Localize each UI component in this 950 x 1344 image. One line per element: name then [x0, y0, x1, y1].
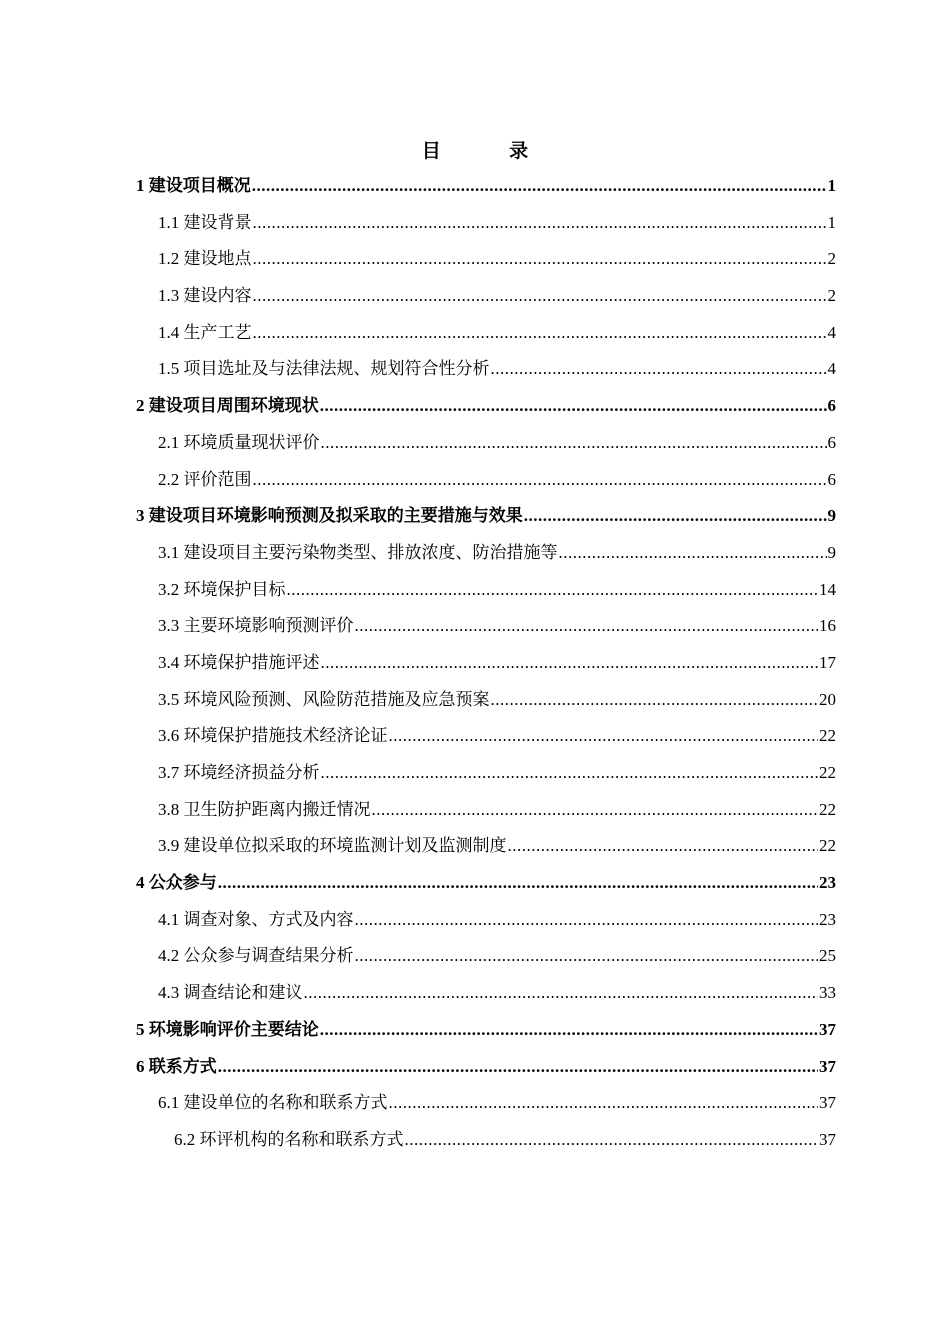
toc-entry-text: [158, 828, 507, 865]
toc-dot-leader: [559, 535, 827, 572]
toc-entry-label: 环境保护措施评述: [183, 652, 320, 672]
toc-entry-text: [158, 902, 354, 939]
toc-entry-3-9[interactable]: [136, 828, 836, 865]
toc-entry-3-7[interactable]: [136, 755, 836, 792]
toc-page-number: 23: [819, 873, 836, 893]
toc-entry-text: [158, 241, 252, 278]
toc-entry-text: [136, 498, 523, 535]
toc-entry-label: 环境质量现状评价: [183, 432, 320, 452]
toc-entry-text: [158, 351, 490, 388]
toc-page-number: 2: [827, 286, 836, 306]
toc-entry-5[interactable]: [136, 1012, 836, 1049]
toc-entry-label: 建设背景: [183, 212, 252, 232]
toc-entry-number: 4: [136, 873, 145, 893]
toc-page-number: 22: [819, 836, 836, 856]
toc-dot-leader: [320, 1012, 818, 1049]
toc-entry-number: 3.8: [158, 799, 180, 819]
toc-entry-3-4[interactable]: [136, 645, 836, 682]
toc-entry-label: 建设单位拟采取的环境监测计划及监测制度: [183, 836, 507, 856]
toc-entry-label: 建设地点: [183, 249, 252, 269]
toc-entry-number: 6.2: [174, 1129, 196, 1149]
toc-entry-1-1[interactable]: [136, 205, 836, 242]
toc-page-number: 6: [827, 432, 836, 452]
toc-entry-2-2[interactable]: [136, 462, 836, 499]
toc-entry-number: 1.5: [158, 359, 180, 379]
toc-page-number: 9: [827, 542, 836, 562]
toc-entry-3-1[interactable]: [136, 535, 836, 572]
toc-dot-leader: [491, 682, 819, 719]
toc-entry-3-3[interactable]: [136, 608, 836, 645]
toc-page-number: 37: [819, 1056, 836, 1076]
toc-entry-1-4[interactable]: [136, 315, 836, 352]
toc-entry-number: 3.4: [158, 652, 180, 672]
toc-entry-text: [136, 388, 319, 425]
toc-entry-number: 1.4: [158, 322, 180, 342]
toc-entry-text: [158, 535, 558, 572]
toc-page-number: 20: [819, 689, 836, 709]
toc-dot-leader: [355, 902, 819, 939]
toc-entry-label: 建设项目环境影响预测及拟采取的主要措施与效果: [148, 506, 523, 526]
toc-page-number: 17: [819, 652, 836, 672]
toc-entry-4[interactable]: [136, 865, 836, 902]
toc-dot-leader: [524, 498, 827, 535]
toc-entry-label: 调查结论和建议: [183, 983, 303, 1003]
toc-entry-text: [158, 718, 388, 755]
toc-dot-leader: [304, 975, 819, 1012]
toc-title: 目 录: [421, 141, 553, 162]
toc-entry-number: 1: [136, 176, 145, 195]
toc-entry-number: 2.1: [158, 432, 180, 452]
toc-entry-number: 6: [136, 1056, 145, 1076]
toc-entry-6-1[interactable]: [136, 1085, 836, 1122]
toc-entry-3-2[interactable]: [136, 572, 836, 609]
toc-page-number: 22: [819, 763, 836, 782]
toc-page-number: 23: [819, 909, 836, 929]
toc-entry-text: [136, 168, 251, 205]
toc-page-number: 14: [819, 579, 836, 599]
toc-entry-label: 建设项目周围环境现状: [148, 396, 319, 416]
toc-entry-text: [158, 462, 252, 499]
toc-entry-3-6[interactable]: [136, 718, 836, 755]
toc-entry-number: 4.1: [158, 909, 180, 929]
toc-entry-label: 建设项目概况: [148, 176, 251, 195]
toc-dot-leader: [372, 792, 819, 829]
toc-entry-1[interactable]: [136, 168, 836, 205]
toc-page-number: 2: [827, 249, 836, 269]
toc-entry-number: 1.3: [158, 286, 180, 306]
toc-entry-4-3[interactable]: [136, 975, 836, 1012]
toc-dot-leader: [355, 608, 819, 645]
toc-dot-leader: [321, 425, 827, 462]
toc-entry-label: 建设单位的名称和联系方式: [183, 1093, 388, 1113]
toc-dot-leader: [508, 828, 819, 865]
toc-entry-label: 主要环境影响预测评价: [183, 616, 354, 636]
toc-dot-leader: [218, 1049, 818, 1086]
toc-entry-label: 联系方式: [148, 1056, 217, 1076]
toc-entry-text: [136, 1012, 319, 1049]
toc-entry-number: 1.2: [158, 249, 180, 269]
toc-entry-number: 2: [136, 396, 145, 416]
toc-entry-number: 1.1: [158, 212, 180, 232]
toc-entry-text: [158, 205, 252, 242]
toc-dot-leader: [405, 1122, 819, 1159]
toc-entry-label: 生产工艺: [183, 322, 252, 342]
toc-entry-2-1[interactable]: [136, 425, 836, 462]
toc-entry-3-5[interactable]: [136, 682, 836, 719]
toc-dot-leader: [491, 351, 827, 388]
toc-entry-text: [158, 645, 320, 682]
toc-entry-label: 项目选址及与法律法规、规划符合性分析: [183, 359, 490, 379]
toc-entry-number: 3.7: [158, 763, 180, 782]
toc-entry-number: 6.1: [158, 1093, 180, 1113]
toc-entry-number: 3.2: [158, 579, 180, 599]
toc-dot-leader: [321, 755, 819, 792]
toc-entry-label: 环境保护措施技术经济论证: [183, 726, 388, 746]
toc-dot-leader: [253, 462, 827, 499]
toc-entry-text: [158, 682, 490, 719]
toc-entry-6-2[interactable]: [136, 1122, 836, 1159]
toc-entry-text: [158, 278, 252, 315]
toc-entry-2[interactable]: [136, 388, 836, 425]
toc-dot-leader: [355, 938, 819, 975]
toc-entry-4-2[interactable]: [136, 938, 836, 975]
toc-entry-label: 环评机构的名称和联系方式: [199, 1129, 404, 1149]
toc-page-number: 37: [819, 1129, 836, 1149]
toc-entry-label: 环境经济损益分析: [183, 763, 320, 782]
toc-entry-3-8[interactable]: [136, 792, 836, 829]
toc-dot-leader: [389, 1085, 819, 1122]
toc-dot-leader: [321, 645, 819, 682]
toc-page-number: 6: [827, 396, 836, 416]
toc-entry-text: [158, 572, 286, 609]
toc-entry-label: 建设内容: [183, 286, 252, 306]
toc-entry-number: 3.9: [158, 836, 180, 856]
toc-page-number: 22: [819, 726, 836, 746]
toc-entry-4-1[interactable]: [136, 902, 836, 939]
toc-dot-leader: [253, 278, 827, 315]
table-of-contents: [136, 168, 836, 1159]
toc-entry-label: 评价范围: [183, 469, 252, 489]
toc-entry-number: 4.2: [158, 946, 180, 966]
toc-entry-text: [158, 792, 371, 829]
toc-entry-6[interactable]: [136, 1049, 836, 1086]
toc-entry-label: 调查对象、方式及内容: [183, 909, 354, 929]
toc-entry-number: 4.3: [158, 983, 180, 1003]
toc-entry-number: 3.1: [158, 542, 180, 562]
toc-page-number: 1: [827, 176, 836, 195]
toc-entry-text: [136, 1049, 217, 1086]
toc-entry-label: 环境风险预测、风险防范措施及应急预案: [183, 689, 490, 709]
toc-entry-text: [136, 865, 217, 902]
toc-entry-1-3[interactable]: [136, 278, 836, 315]
toc-entry-number: 3.5: [158, 689, 180, 709]
toc-page-number: 9: [827, 506, 836, 526]
toc-page-number: 25: [819, 946, 836, 966]
toc-entry-number: 3.6: [158, 726, 180, 746]
toc-page-number: 22: [819, 799, 836, 819]
toc-entry-number: 3: [136, 506, 145, 526]
toc-entry-label: 公众参与调查结果分析: [183, 946, 354, 966]
toc-dot-leader: [389, 718, 819, 755]
toc-page-number: 37: [819, 1093, 836, 1113]
toc-dot-leader: [252, 168, 827, 205]
toc-entry-text: [158, 975, 303, 1012]
toc-entry-number: 5: [136, 1019, 145, 1039]
toc-dot-leader: [320, 388, 827, 425]
toc-entry-3[interactable]: [136, 498, 836, 535]
toc-dot-leader: [218, 865, 818, 902]
toc-dot-leader: [253, 205, 827, 242]
toc-entry-number: 3.3: [158, 616, 180, 636]
toc-entry-text: [158, 608, 354, 645]
toc-entry-text: [158, 425, 320, 462]
toc-entry-label: 公众参与: [148, 873, 217, 893]
toc-entry-label: 环境影响评价主要结论: [148, 1019, 319, 1039]
toc-page-number: 4: [827, 322, 836, 342]
toc-page-number: 6: [827, 469, 836, 489]
toc-entry-text: [158, 938, 354, 975]
toc-entry-text: [174, 1122, 404, 1159]
toc-dot-leader: [287, 572, 819, 609]
toc-page-number: 1: [827, 212, 836, 232]
toc-page-number: 33: [819, 983, 836, 1003]
toc-entry-number: 2.2: [158, 469, 180, 489]
toc-page-number: 16: [819, 616, 836, 636]
toc-dot-leader: [253, 241, 827, 278]
toc-page-number: 4: [827, 359, 836, 379]
toc-entry-1-5[interactable]: [136, 351, 836, 388]
toc-page-number: 37: [819, 1019, 836, 1039]
toc-entry-1-2[interactable]: [136, 241, 836, 278]
toc-entry-label: 建设项目主要污染物类型、排放浓度、防治措施等: [183, 542, 558, 562]
toc-entry-label: 环境保护目标: [183, 579, 286, 599]
toc-entry-text: [158, 315, 252, 352]
toc-entry-text: [158, 755, 320, 792]
toc-entry-label: 卫生防护距离内搬迁情况: [183, 799, 371, 819]
toc-entry-text: [158, 1085, 388, 1122]
toc-dot-leader: [253, 315, 827, 352]
